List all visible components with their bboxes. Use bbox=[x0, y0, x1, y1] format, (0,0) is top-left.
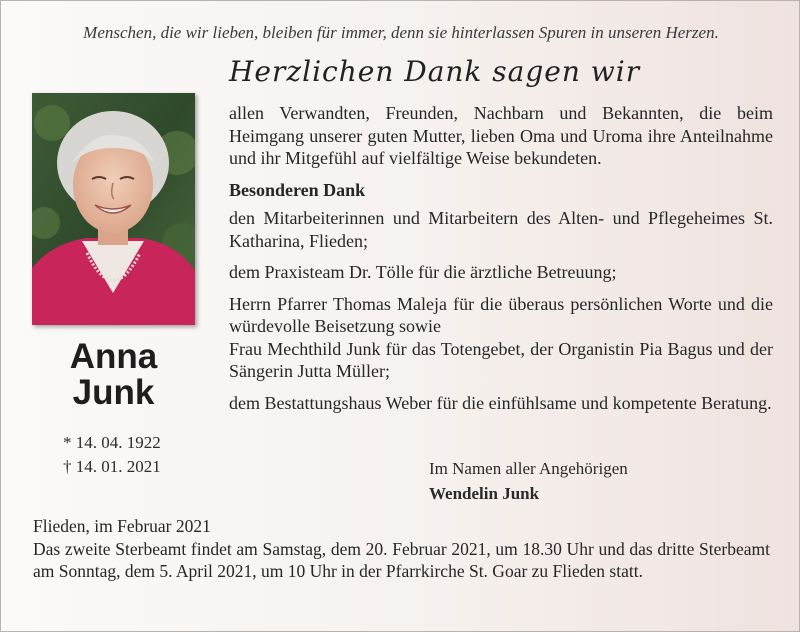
thank-you-headline: Herzlichen Dank sagen wir bbox=[229, 55, 641, 88]
thanks-item-prayer: Frau Mechthild Junk für das Totengebet, der Organistin Pia Bagus und der Sängerin Jutta Müller; bbox=[229, 338, 773, 381]
intro-paragraph: allen Verwandten, Freunden, Nachbarn und Bekannten, die beim Heimgang unserer guten Mutter, lieben Oma und Uroma ihre Anteilnahme und ihr Mitgefühl auf vielfältige Weise bekundeten. bbox=[229, 103, 773, 168]
signoff bbox=[429, 456, 628, 506]
thanks-body bbox=[229, 102, 773, 414]
place-date: Flieden, im Februar 2021 bbox=[33, 516, 211, 536]
signoff-line: Im Namen aller Angehörigen bbox=[429, 459, 628, 478]
death-date: † 14. 01. 2021 bbox=[63, 457, 161, 476]
deceased-last-name: Junk bbox=[72, 373, 155, 412]
portrait-photo bbox=[32, 93, 195, 325]
thanks-item-nursing-home: den Mitarbeiterinnen und Mitarbeitern des Alten- und Pflegeheimes St. Katharina, Flieden; bbox=[229, 208, 773, 251]
signer-name: Wendelin Junk bbox=[429, 484, 540, 503]
life-dates bbox=[63, 431, 161, 479]
motto-quote: Menschen, die wir lieben, bleiben für immer, denn sie hinterlassen Spuren in unseren Herzen. bbox=[83, 23, 719, 42]
deceased-first-name: Anna bbox=[69, 337, 158, 376]
footer bbox=[33, 515, 770, 583]
special-thanks-heading: Besonderen Dank bbox=[229, 179, 366, 200]
thanks-item-priest: Herrn Pfarrer Thomas Maleja für die überaus persönlichen Worte und die würdevolle Beisetzung sowie bbox=[229, 293, 773, 336]
thanks-item-funeral-home: dem Bestattungshaus Weber für die einfühlsame und kompetente Beratung. bbox=[229, 392, 772, 413]
thanks-item-doctor: dem Praxisteam Dr. Tölle für die ärztliche Betreuung; bbox=[229, 262, 617, 282]
service-note: Das zweite Sterbeamt findet am Samstag, dem 20. Februar 2021, um 18.30 Uhr und das dritte Sterbeamt am Sonntag, dem 5. April 2021, um 10 Uhr in der Pfarrkirche St. Goar zu Flieden statt. bbox=[33, 538, 770, 581]
deceased-name bbox=[32, 339, 195, 411]
birth-date: * 14. 04. 1922 bbox=[63, 433, 161, 452]
